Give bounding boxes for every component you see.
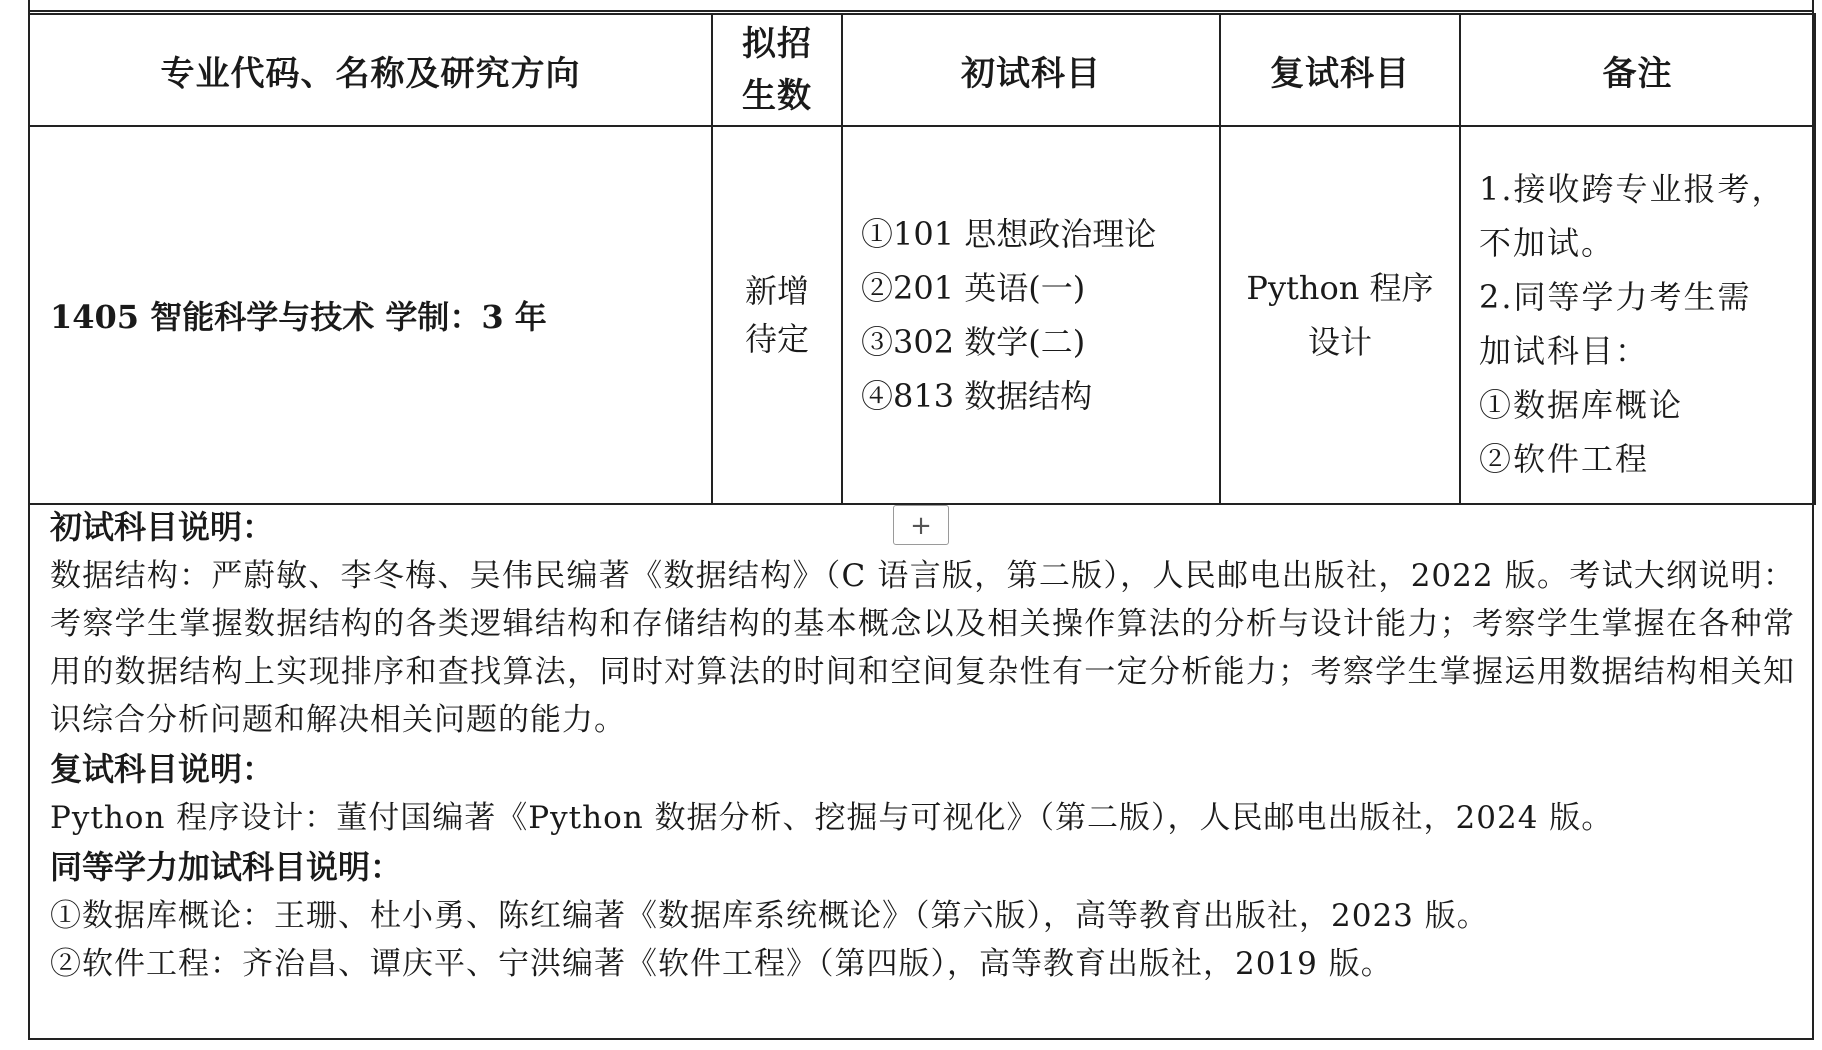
- initial-notes-heading: 初试科目说明：: [50, 508, 275, 546]
- equivalent-notes-item: ②软件工程：齐治昌、谭庆平、宁洪编著《软件工程》（第四版），高等教育出版社，2019 版。: [50, 946, 1393, 982]
- retest-line1: Python 程序: [1246, 269, 1434, 307]
- quota-line1: 新增: [744, 272, 809, 310]
- major-cell: 1405 智能科学与技术 学制：3 年: [29, 126, 712, 504]
- header-remarks: 备注: [1460, 14, 1815, 126]
- remark-line: 2.同等学力考生需: [1479, 278, 1752, 316]
- equivalent-notes-heading: 同等学力加试科目说明：: [50, 848, 403, 886]
- subject-item: ④813 数据结构: [861, 377, 1093, 415]
- remark-line: 1.接收跨专业报考，: [1479, 170, 1786, 208]
- remarks-cell: [1460, 126, 1815, 504]
- header-quota-line1: 拟招: [742, 24, 812, 64]
- remark-line: ②软件工程: [1479, 440, 1650, 478]
- table-row: [29, 126, 1815, 504]
- quota-cell: [712, 126, 842, 504]
- equivalent-notes-item: ①数据库概论：王珊、杜小勇、陈红编著《数据库系统概论》（第六版），高等教育出版社，2023 版。: [50, 898, 1489, 934]
- remark-line: 加试科目：: [1479, 332, 1650, 370]
- header-major: 专业代码、名称及研究方向: [29, 14, 712, 126]
- initial-subjects-cell: [842, 126, 1220, 504]
- subject-item: ①101 思想政治理论: [861, 215, 1157, 253]
- subject-item: ②201 英语(一): [861, 269, 1086, 307]
- quota-line2: 待定: [744, 320, 809, 358]
- retest-cell: [1220, 126, 1460, 504]
- remark-line: 不加试。: [1479, 224, 1616, 262]
- header-quota: [712, 14, 842, 126]
- remark-line: ①数据库概论: [1479, 386, 1684, 424]
- retest-notes-heading: 复试科目说明：: [50, 750, 275, 788]
- header-row: [29, 14, 1815, 126]
- header-quota-line2: 生数: [742, 76, 812, 116]
- subject-item: ③302 数学(二): [861, 323, 1086, 361]
- retest-line2: 设计: [1307, 323, 1372, 361]
- add-row-button[interactable]: +: [893, 505, 949, 545]
- retest-notes-text: Python 程序设计：董付国编著《Python 数据分析、挖掘与可视化》（第二版），人民邮电出版社，2024 版。: [50, 800, 1614, 836]
- admissions-table: [28, 13, 1816, 505]
- initial-notes-text: 数据结构：严蔚敏、李冬梅、吴伟民编著《数据结构》（C 语言版，第二版），人民邮电出版社，2022 版。考试大纲说明：考察学生掌握数据结构的各类逻辑结构和存储结构的基本概念以及相关操作算法的分析与设计能力；考察学生掌握在各种常用的数据结构上实现排序和查找算法，同时对算法的时间和空间复杂性有一定分析能力；考察学生掌握运用数据结构相关知识综合分析问题和解决相关问题的能力。: [50, 558, 1795, 738]
- header-retest-subjects: 复试科目: [1220, 14, 1460, 126]
- header-initial-subjects: 初试科目: [842, 14, 1220, 126]
- notes-section: [50, 502, 1795, 988]
